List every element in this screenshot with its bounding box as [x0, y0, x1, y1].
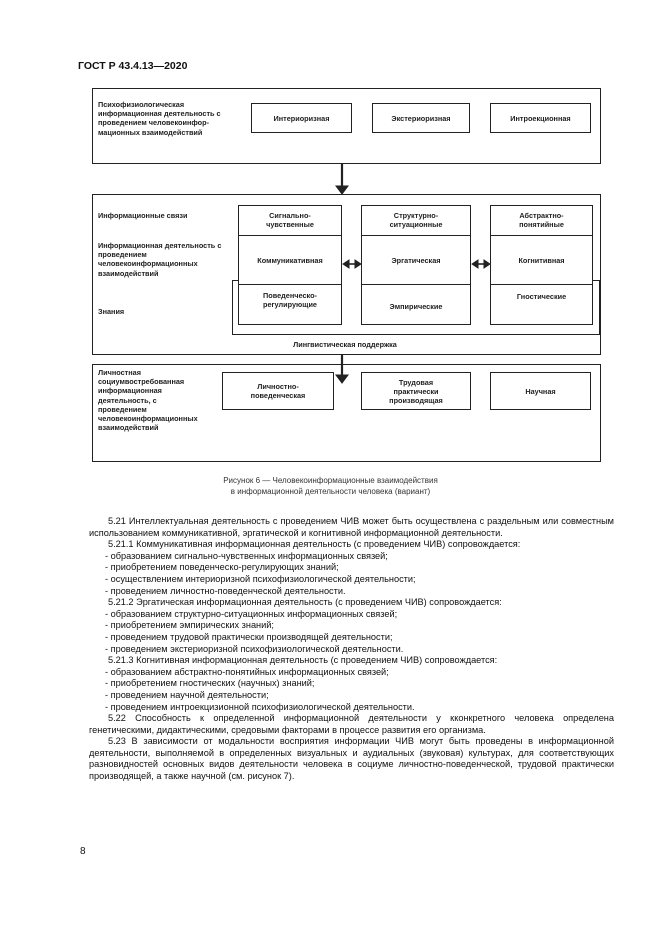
list-item: - образованием сигнально-чувственных информационных связей; — [105, 550, 388, 561]
panel3-label: Личностная социумвостребованная информационная деятельность, с проведением человекоинформационных взаимодействий — [98, 368, 198, 433]
box-labor-productive: Трудовая практически производящая — [361, 372, 471, 410]
paragraph-5-23: 5.23 В зависимости от модальности восприятия информации ЧИВ могут быть проведены в информационной деятельности, выполняемой в определенных визуальных и аудиальных (звуковая) культурах, для соответствующих разновидностей основных видов деятельности человека в социуме личностно-поведенческой, трудовой практически производящей, а также научной (см. рисунок 7). — [89, 736, 614, 782]
list-item: - образованием структурно-ситуационных информационных связей; — [105, 608, 398, 619]
label-information-activity: Информационная деятельность с проведением человекоинформационных взаимодействий — [98, 241, 222, 278]
col1-activity: Коммуникативная — [257, 255, 323, 265]
paragraph-5-22: 5.22 Способность к определенной информационной деятельности у кконкретного человека определена генетическими, дидактическими, средовыми факторами в процессе развития его организма. — [89, 713, 614, 735]
col2-links: Структурно-ситуационные — [389, 211, 443, 229]
list-item: - проведением личностно-поведенческой деятельности. — [105, 585, 346, 596]
col2-knowledge: Эмпирические — [389, 301, 443, 311]
label-knowledge: Знания — [98, 307, 125, 316]
arrow-left-b — [472, 260, 478, 268]
label-information-links: Информационные связи — [98, 211, 188, 220]
box-interiorization: Интериоризная — [251, 103, 352, 133]
arrow-right-a — [355, 260, 361, 268]
list-item: - проведением экстериоризной психофизиологической деятельности. — [105, 643, 404, 654]
list-item: - приобретением гностических (научных) знаний; — [105, 678, 315, 689]
col1-links: Сигнально-чувственные — [266, 211, 314, 229]
paragraph-5-21-1: 5.21.1 Коммуникативная информационная деятельность (с проведением ЧИВ) сопровождается: — [108, 539, 521, 550]
box-personal-behavioral: Личностно-поведенческая — [222, 372, 334, 410]
list-item: - проведением интроекцизионной психофизиологической деятельности. — [105, 701, 415, 712]
col3-activity: Когнитивная — [518, 255, 565, 265]
page-number: 8 — [80, 846, 86, 857]
document-header: ГОСТ Р 43.4.13—2020 — [78, 60, 188, 72]
paragraph-5-21-2: 5.21.2 Эргатическая информационная деятельность (с проведением ЧИВ) сопровождается: — [108, 597, 502, 608]
arrow-left-a — [343, 260, 349, 268]
caption-line-2: в информационной деятельности человека (вариант) — [230, 487, 431, 496]
caption-line-1: Рисунок 6 — Человекоинформационные взаимодействия — [223, 476, 438, 485]
arrow-down-1 — [336, 186, 348, 194]
box-exteriorization: Экстериоризная — [372, 103, 470, 133]
list-item: - приобретением эмпирических знаний; — [105, 620, 274, 631]
arrow-right-b — [484, 260, 490, 268]
body-text — [89, 516, 614, 783]
list-item: - приобретением поведенческо-регулирующих знаний; — [105, 562, 339, 573]
list-item: - образованием абстрактно-понятийных информационных связей; — [105, 666, 389, 677]
list-item: - проведением трудовой практически производящей деятельности; — [105, 631, 393, 642]
col3-links: Абстрактно-понятийные — [519, 211, 564, 229]
col1-knowledge: Поведенческо-регулирующие — [263, 291, 317, 309]
paragraph-5-21: 5.21 Интеллектуальная деятельность с проведением ЧИВ может быть осуществлена с раздельным или совместным использованием коммуникативной, эргатической и когнитивной информационной деятельности. — [89, 516, 614, 538]
col2-activity: Эргатическая — [391, 255, 441, 265]
col3-knowledge: Гностические — [516, 291, 567, 301]
linguistic-support-label: Лингвистическая поддержка — [293, 339, 397, 349]
list-item: - осуществлением интериоризной психофизиологической деятельности; — [105, 573, 416, 584]
list-item: - проведением научной деятельности; — [105, 689, 269, 700]
figure-caption — [0, 475, 661, 497]
panel1-label: Психофизиологическая информационная деятельность с проведением человекоинфор-мационных взаимодействий — [98, 100, 221, 137]
arrow-down-2 — [336, 375, 348, 383]
box-scientific: Научная — [490, 372, 591, 410]
box-introjection: Интроекционная — [490, 103, 591, 133]
paragraph-5-21-3: 5.21.3 Когнитивная информационная деятельность (с проведением ЧИВ) сопровождается: — [108, 655, 498, 666]
